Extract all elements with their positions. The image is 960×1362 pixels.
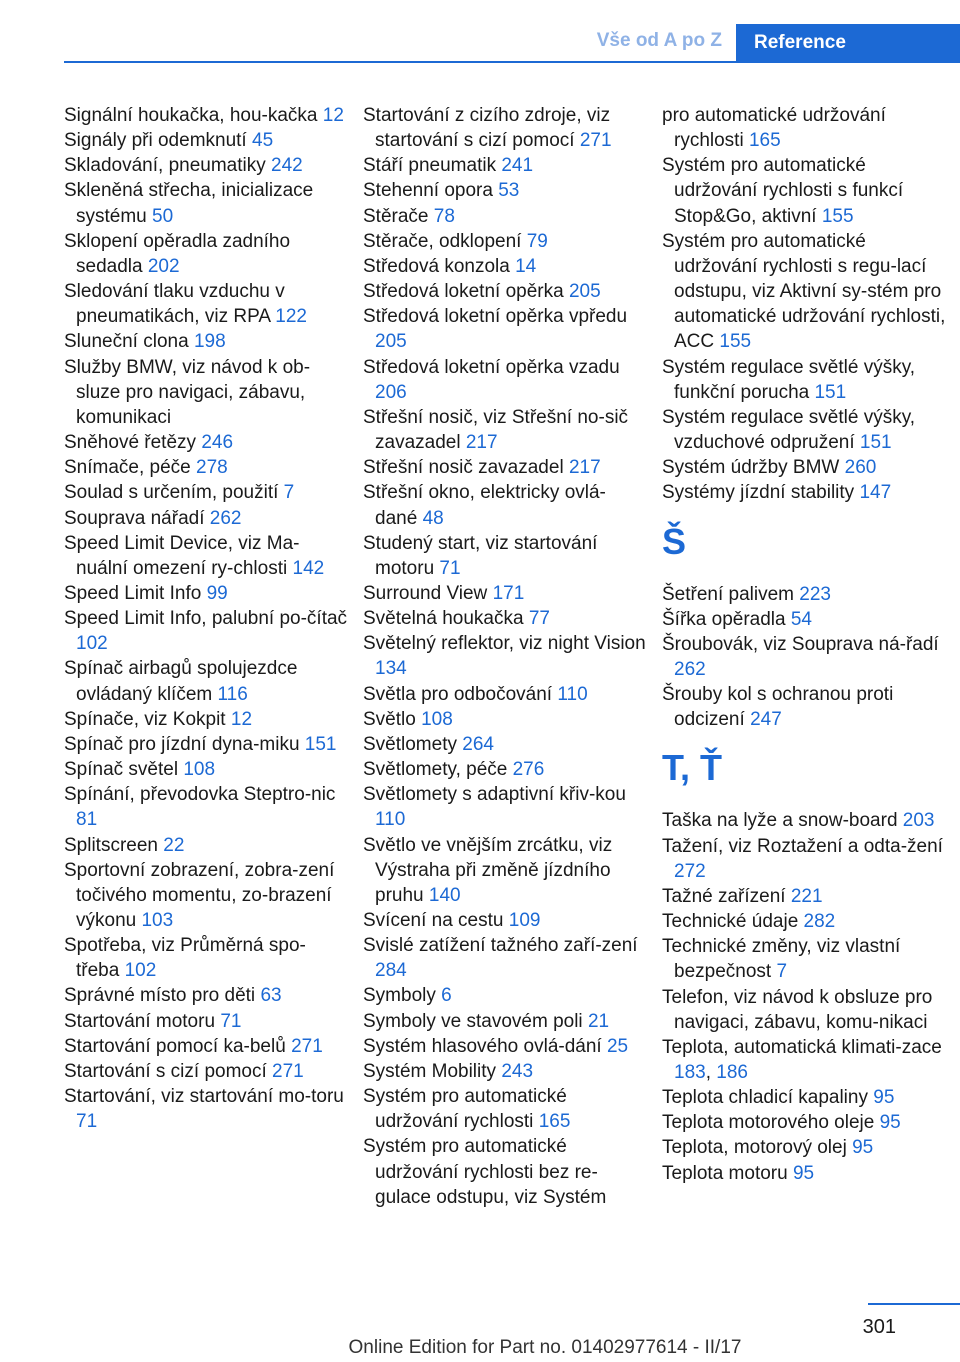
index-entry <box>662 103 952 153</box>
page-reference-link[interactable]: 21 <box>587 1010 610 1032</box>
index-entry <box>662 884 952 909</box>
page-reference-link[interactable]: 102 <box>76 633 108 655</box>
index-column-1 <box>64 103 348 1134</box>
page-reference-link[interactable]: 165 <box>748 130 781 152</box>
page-reference-link[interactable]: 272 <box>674 860 706 882</box>
index-entry: Teplota, automatická klimati‐zace 183, 186 <box>662 1036 942 1083</box>
index-entry <box>363 1009 647 1034</box>
page-reference-link[interactable]: 198 <box>193 331 226 353</box>
page-reference-link[interactable]: 95 <box>792 1162 815 1184</box>
index-entry-text: Stáří pneumatik <box>363 155 497 177</box>
index-entry-text: Soulad s určením, použití <box>64 482 279 504</box>
index-entry <box>64 355 348 430</box>
page-reference-link[interactable]: 202 <box>147 255 180 277</box>
index-entry-text: Světlo <box>363 708 416 730</box>
index-entry-text: Tažné zařízení <box>662 885 786 907</box>
index-column-2 <box>363 103 647 1210</box>
index-entry-text: Skleněná střecha, inicializace systému <box>64 180 314 227</box>
index-entry <box>64 455 348 480</box>
index-entry <box>363 933 647 983</box>
index-entry <box>363 1034 647 1059</box>
index-entry-text: Systémy jízdní stability <box>662 482 855 504</box>
index-entry <box>662 682 952 732</box>
index-entry <box>363 707 647 732</box>
page-reference-link[interactable]: 109 <box>508 910 541 931</box>
page-reference-link[interactable]: 45 <box>252 130 274 152</box>
page-reference-link[interactable]: 271 <box>579 130 612 152</box>
page-reference-link[interactable]: 271 <box>272 1060 304 1082</box>
index-entry <box>363 204 647 229</box>
index-entry-text: Startování z cizího zdroje, viz startování s cizí pomocí <box>363 105 611 152</box>
page-reference-link[interactable]: 108 <box>421 708 453 730</box>
footer-rule <box>868 1303 960 1305</box>
page-reference-link[interactable]: 53 <box>498 180 520 202</box>
index-entry <box>64 103 348 128</box>
page-reference-link[interactable]: 7 <box>283 482 295 504</box>
index-entry <box>64 757 348 782</box>
index-entry-text: Šrouby kol s ochranou proti odcizení <box>662 684 894 731</box>
index-entry <box>363 606 647 631</box>
index-entry-text: Teplota, motorový olej <box>662 1137 847 1159</box>
index-entry <box>64 153 348 178</box>
index-entry-text: Sluneční clona <box>64 331 189 353</box>
page-reference-link[interactable]: 242 <box>271 155 303 177</box>
page-reference-link[interactable]: 183 <box>674 1062 706 1083</box>
index-entry <box>363 1059 647 1084</box>
page-reference-link[interactable]: 25 <box>606 1035 629 1057</box>
index-entry <box>64 732 348 757</box>
page-reference-link[interactable]: 54 <box>790 608 812 630</box>
page-reference-link[interactable]: 71 <box>220 1010 242 1032</box>
index-entry-text: Souprava nářadí <box>64 507 205 529</box>
page-reference-link[interactable]: 142 <box>292 557 325 579</box>
page-reference-link[interactable]: 71 <box>76 1111 98 1133</box>
index-entry-text: Střešní nosič zavazadel <box>363 457 564 479</box>
index-entry <box>363 682 647 707</box>
index-entry <box>64 707 348 732</box>
index-entry-text: Tažení, viz Roztažení a odta‐žení <box>662 835 943 857</box>
index-entry <box>64 858 348 933</box>
page-reference-link[interactable]: 243 <box>501 1060 534 1082</box>
index-entry <box>64 480 348 505</box>
index-entry <box>363 405 647 455</box>
page-reference-link[interactable]: 50 <box>152 205 174 227</box>
index-entry-text: Taška na lyže a snow‐board <box>662 810 898 832</box>
index-entry <box>363 1134 647 1209</box>
page-reference-link[interactable]: 95 <box>879 1112 901 1134</box>
page-number: 301 <box>862 1316 896 1338</box>
index-entry <box>363 581 647 606</box>
index-entry-text: Šířka opěradla <box>662 608 786 630</box>
index-entry <box>363 531 647 581</box>
index-entry <box>64 506 348 531</box>
page-reference-link[interactable]: 205 <box>568 281 601 303</box>
index-entry <box>363 833 647 908</box>
index-entry <box>662 1135 952 1160</box>
index-entry <box>64 1084 348 1134</box>
page-reference-link[interactable]: 95 <box>873 1087 895 1109</box>
page-reference-link[interactable]: 282 <box>803 911 836 933</box>
page-reference-link[interactable]: 165 <box>538 1111 571 1133</box>
index-entry-text: Signály při odemknutí <box>64 130 247 152</box>
index-entry <box>363 304 647 354</box>
index-entry <box>64 531 348 581</box>
index-entry-text: Světlomety s adaptivní křiv‐kou <box>363 784 626 806</box>
page-reference-link[interactable]: 99 <box>206 582 228 604</box>
page-reference-link[interactable]: 134 <box>375 658 407 680</box>
index-entry-text: Symboly ve stavovém poli <box>363 1010 583 1032</box>
page-reference-link[interactable]: 217 <box>465 432 498 454</box>
index-entry-text: Světlo ve vnějším zrcátku, viz Výstraha při změně jízdního pruhu <box>363 834 613 906</box>
page-reference-link[interactable]: 271 <box>291 1035 323 1057</box>
page-reference-link[interactable]: 246 <box>201 432 234 454</box>
index-entry-text: Středová konzola <box>363 255 510 277</box>
page-reference-link[interactable]: 48 <box>422 507 444 529</box>
index-entry-text: Stehenní opora <box>363 180 493 202</box>
index-entry <box>64 430 348 455</box>
page-reference-link[interactable]: 140 <box>428 884 461 906</box>
index-entry <box>662 1085 952 1110</box>
index-entry <box>64 581 348 606</box>
index-entry-text: Systém Mobility <box>363 1060 497 1082</box>
index-entry <box>64 1059 348 1084</box>
index-entry-text: Spotřeba, viz Průměrná spo‐třeba <box>64 935 306 982</box>
page-reference-link[interactable]: 78 <box>433 205 455 227</box>
index-entry-text: Systém pro automatické udržování rychlosti <box>363 1086 567 1133</box>
index-entry-text: Svislé zatížení tažného zaří‐zení <box>363 935 638 957</box>
index-entry <box>363 279 647 304</box>
page-reference-link[interactable]: 262 <box>209 507 242 529</box>
index-entry <box>363 480 647 530</box>
index-entry-text: Služby BMW, viz návod k ob‐sluze pro navigaci, zábavu, komunikaci <box>64 356 311 428</box>
index-entry <box>662 632 952 682</box>
index-entry <box>64 128 348 153</box>
page-reference-link[interactable]: 217 <box>568 457 601 479</box>
index-entry-text: Sportovní zobrazení, zobra‐zení točivého momentu, zo‐brazení výkonu <box>64 859 335 931</box>
index-entry-text: Systém pro automatické udržování rychlosti bez re‐gulace odstupu, viz Systém <box>363 1136 607 1208</box>
index-entry-text: Teplota motoru <box>662 1162 788 1184</box>
page-reference-link[interactable]: 205 <box>375 331 407 353</box>
header-section-title: Vše od A po Z <box>596 30 722 51</box>
index-entry-text: Šroubovák, viz Souprava ná‐řadí <box>662 633 939 655</box>
index-entry-text: Sledování tlaku vzduchu v pneumatikách, viz RPA <box>64 281 285 328</box>
index-entry <box>662 834 952 884</box>
index-entry <box>64 1034 348 1059</box>
index-entry <box>363 983 647 1008</box>
index-entry-text: Středová loketní opěrka vpředu <box>363 306 628 328</box>
index-entry-text: Splitscreen <box>64 834 158 856</box>
page-reference-link[interactable]: 262 <box>674 658 706 680</box>
index-entry-text: Snímače, péče <box>64 457 191 479</box>
edition-footer: Online Edition for Part no. 01402977614 - II/17 <box>348 1337 742 1358</box>
index-entry-text: Studený start, viz startování motoru <box>363 532 598 579</box>
index-entry <box>662 153 952 228</box>
index-entry-text: Střešní okno, elektricky ovlá‐dané <box>363 482 606 529</box>
index-entry-text: Systém pro automatické udržování rychlosti s regu‐lací odstupu, viz Aktivní sy‐stém pro automatické udržování rychlosti, ACC <box>662 230 946 353</box>
page-reference-link[interactable]: 81 <box>76 809 98 831</box>
page-reference-link[interactable]: 151 <box>304 733 337 755</box>
index-entry-text: Skladování, pneumatiky <box>64 155 266 177</box>
page-reference-link[interactable]: 12 <box>230 708 253 730</box>
index-entry <box>64 279 348 329</box>
page-reference-link[interactable]: 77 <box>528 608 550 630</box>
index-entry-text: pro automatické udržování rychlosti <box>662 105 886 152</box>
page-reference-link[interactable]: 63 <box>260 985 282 1007</box>
index-entry <box>64 1009 348 1034</box>
page-reference-link[interactable]: 155 <box>821 205 854 227</box>
index-entry-text: Startování motoru <box>64 1010 216 1032</box>
page-reference-link[interactable]: 278 <box>196 457 228 479</box>
page-reference-link[interactable]: 223 <box>799 583 831 605</box>
index-entry-text: Světelný reflektor, viz night Vision <box>363 633 646 655</box>
index-entry-text: Světla pro odbočování <box>363 683 553 705</box>
index-entry <box>662 582 952 607</box>
index-entry <box>64 983 348 1008</box>
index-entry-text: Speed Limit Device, viz Ma‐nuální omezení ry‐chlosti <box>64 532 300 579</box>
index-entry-text: Střešní nosič, viz Střešní no‐sič zavazadel <box>363 406 629 454</box>
index-entry-text: Symboly <box>363 985 436 1007</box>
page-reference-link[interactable]: 102 <box>124 960 157 982</box>
index-entry-text: Stěrače <box>363 205 429 227</box>
index-entry <box>363 254 647 279</box>
index-entry <box>662 808 952 833</box>
index-entry <box>662 229 952 355</box>
index-entry-text: Správné místo pro děti <box>64 985 256 1007</box>
index-entry-text: Technické údaje <box>662 911 799 933</box>
page-reference-link[interactable]: 203 <box>902 810 935 832</box>
header-tab-reference: Reference <box>736 24 960 62</box>
header-rule <box>64 61 960 63</box>
index-entry-text: Startování s cizí pomocí <box>64 1060 267 1082</box>
index-entry <box>363 732 647 757</box>
index-entry <box>363 631 647 681</box>
index-entry-text: Surround View <box>363 582 488 604</box>
page-reference-link[interactable]: 241 <box>501 155 534 177</box>
index-column-3 <box>662 103 952 1186</box>
page-reference-link[interactable]: 264 <box>462 733 494 755</box>
page-reference-link[interactable]: 22 <box>163 834 185 856</box>
index-entry-text: Středová loketní opěrka vzadu <box>363 356 620 378</box>
index-entry-text: Teplota motorového oleje <box>662 1112 875 1134</box>
index-letter-heading: T, Ť <box>662 747 722 789</box>
index-entry <box>662 1110 952 1135</box>
page-reference-link[interactable]: 108 <box>183 759 216 781</box>
page-reference-link[interactable]: 110 <box>557 683 588 705</box>
index-entry-text: Svícení na cestu <box>363 910 504 931</box>
index-entry-text: Stěrače, odklopení <box>363 230 522 252</box>
index-entry <box>363 455 647 480</box>
index-entry-text: Speed Limit Info, palubní po‐čítač <box>64 608 348 630</box>
index-entry-text: Systém pro automatické udržování rychlosti s funkcí Stop&Go, aktivní <box>662 155 904 227</box>
index-letter-heading: Š <box>662 520 687 562</box>
page-reference-link[interactable]: 103 <box>141 910 174 931</box>
index-entry <box>363 782 647 832</box>
index-entry-text: Startování pomocí ka‐belů <box>64 1035 286 1057</box>
index-entry-text: Šetření palivem <box>662 583 795 605</box>
index-entry <box>64 329 348 354</box>
page-reference-link[interactable]: 221 <box>790 885 823 907</box>
index-entry-text: Spínač světel <box>64 759 179 781</box>
index-entry-text: Systém údržby BMW <box>662 457 840 479</box>
index-entry <box>662 985 952 1035</box>
index-entry <box>64 178 348 228</box>
index-entry-text: Systém regulace světlé výšky, vzduchové odpružení <box>662 406 916 454</box>
index-entry <box>64 833 348 858</box>
page-reference-link[interactable]: 151 <box>859 432 892 454</box>
index-entry <box>363 757 647 782</box>
index-entry <box>64 656 348 706</box>
index-entry <box>64 606 348 656</box>
index-entry <box>662 1161 952 1186</box>
page-reference-link[interactable]: 206 <box>375 381 407 403</box>
page-reference-link[interactable]: 14 <box>515 255 537 277</box>
page-reference-link[interactable]: 116 <box>217 683 248 705</box>
index-entry-text: Systém regulace světlé výšky, funkční porucha <box>662 356 916 403</box>
index-entry-text: Technické změny, viz vlastní bezpečnost <box>662 936 901 983</box>
index-entry <box>662 480 952 505</box>
page-reference-link[interactable]: 6 <box>441 985 452 1007</box>
index-entry <box>363 153 647 178</box>
index-entry <box>363 1084 647 1134</box>
index-entry <box>662 607 952 632</box>
page-reference-link[interactable]: 284 <box>375 960 407 982</box>
index-entry-text: Světelná houkačka <box>363 608 524 630</box>
page-reference-link[interactable]: 110 <box>375 809 406 831</box>
page-reference-link[interactable]: 79 <box>526 230 548 252</box>
index-entry <box>662 934 952 984</box>
page-reference-link[interactable]: 171 <box>492 582 525 604</box>
page-reference-link[interactable]: 95 <box>852 1137 874 1159</box>
index-entry <box>662 909 952 934</box>
index-entry-text: Spínač airbagů spolujezdce ovládaný klíčem <box>64 658 298 705</box>
index-entry-text: Spínače, viz Kokpit <box>64 708 226 730</box>
index-entry-text: Spínač pro jízdní dyna‐miku <box>64 733 300 755</box>
index-entry-text: Světlomety, péče <box>363 759 508 781</box>
index-entry <box>363 103 647 153</box>
page-reference-link[interactable]: 71 <box>439 557 461 579</box>
page-reference-link[interactable]: 186 <box>716 1062 748 1083</box>
page-reference-link[interactable]: 12 <box>322 105 344 126</box>
index-entry-text: Signální houkačka, hou‐kačka <box>64 105 318 126</box>
index-entry <box>64 933 348 983</box>
index-entry <box>662 355 952 405</box>
index-entry-text: Telefon, viz návod k obsluze pro navigaci, zábavu, komu‐nikaci <box>662 986 933 1033</box>
page-reference-link[interactable]: 7 <box>776 961 788 983</box>
page-reference-link[interactable]: 260 <box>844 457 877 479</box>
index-entry-text: Sklopení opěradla zadního sedadla <box>64 230 291 277</box>
index-entry <box>363 229 647 254</box>
index-entry-text: Teplota chladicí kapaliny <box>662 1087 868 1109</box>
index-entry-text: Světlomety <box>363 733 457 755</box>
index-entry-text: Startování, viz startování mo‐toru <box>64 1086 344 1108</box>
index-entry <box>363 178 647 203</box>
index-entry <box>363 355 647 405</box>
index-entry <box>64 782 348 832</box>
page-header <box>0 24 960 62</box>
index-entry-text: Teplota, automatická klimati‐zace <box>662 1036 942 1058</box>
index-entry <box>662 405 952 455</box>
index-entry-text: Středová loketní opěrka <box>363 281 564 303</box>
index-entry-text: Speed Limit Info <box>64 582 202 604</box>
index-entry-text: Sněhové řetězy <box>64 432 197 454</box>
page-reference-link[interactable]: 147 <box>859 482 892 504</box>
index-entry <box>363 908 647 933</box>
page-reference-link[interactable]: 247 <box>750 709 782 731</box>
page-reference-link[interactable]: 155 <box>719 331 752 353</box>
index-entry <box>64 229 348 279</box>
index-entry-text: Spínání, převodovka Steptro‐nic <box>64 784 336 806</box>
index-entry-text: Systém hlasového ovlá‐dání <box>363 1035 602 1057</box>
index-entry <box>662 455 952 480</box>
page-reference-link[interactable]: 276 <box>512 759 545 781</box>
page-reference-link[interactable]: 151 <box>814 381 847 403</box>
page-reference-link[interactable]: 122 <box>275 306 307 328</box>
